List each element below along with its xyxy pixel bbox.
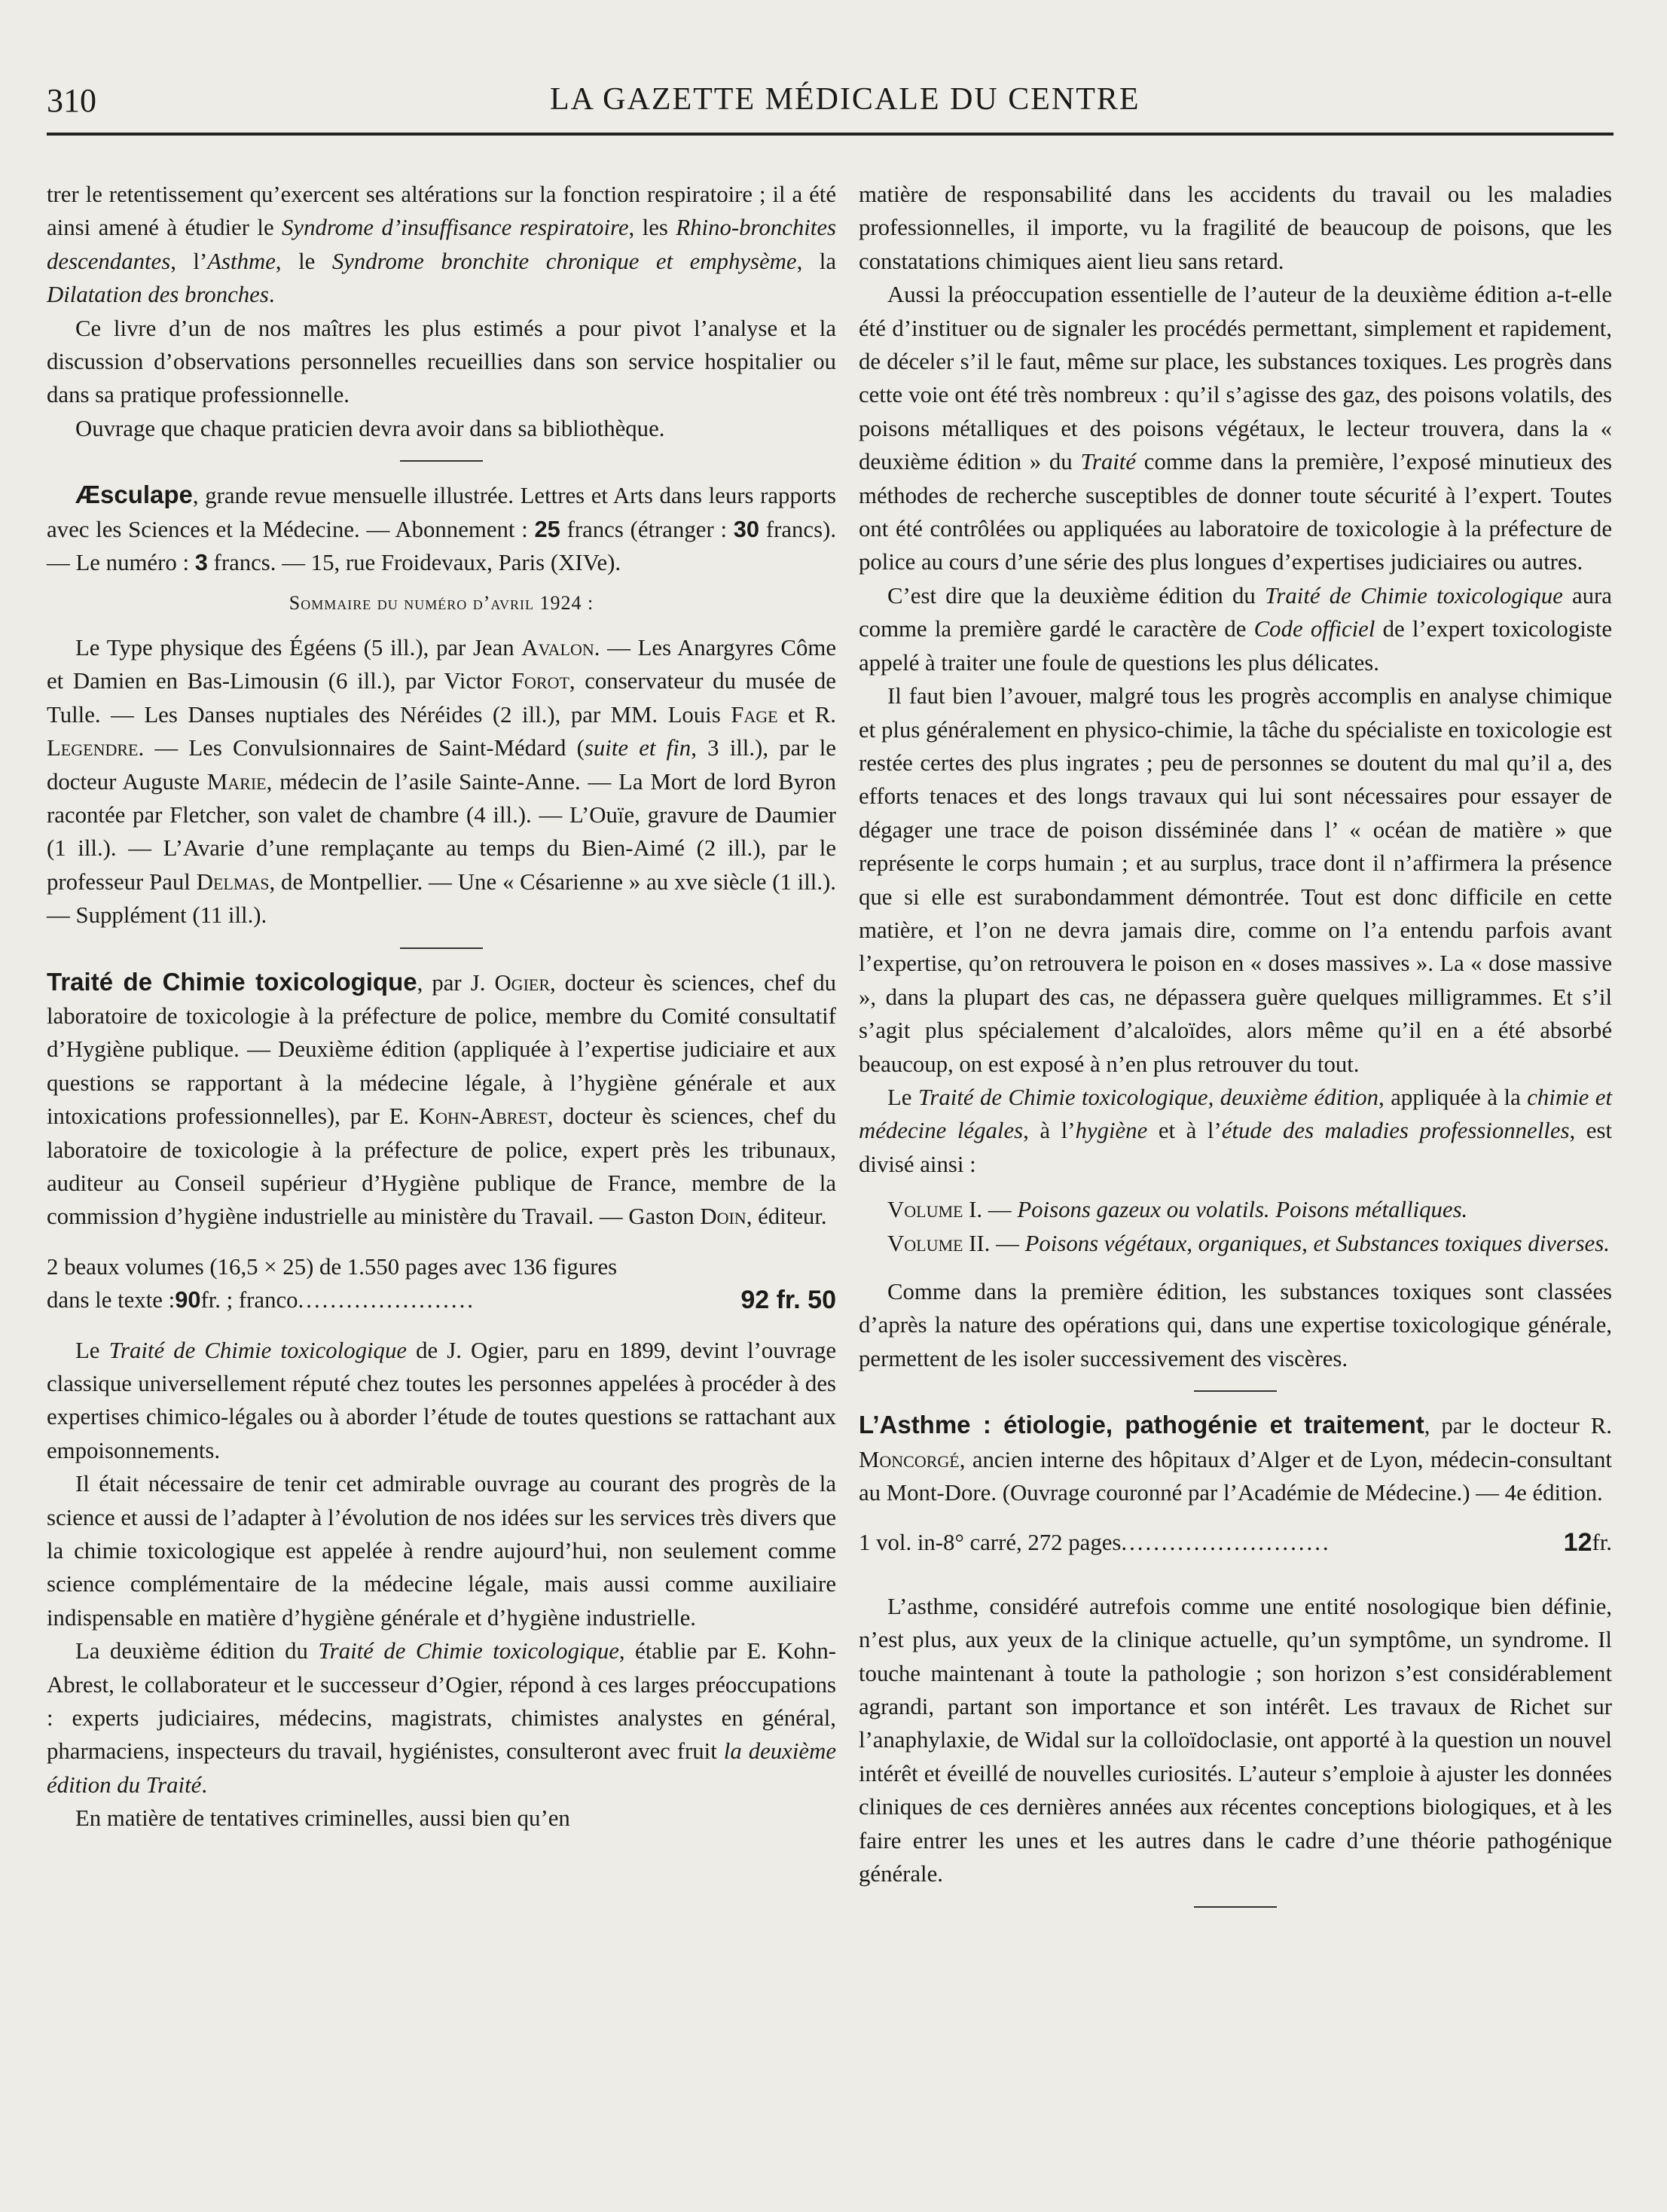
traite-notice: Traité de Chimie toxicologique, par J. Ogier, docteur ès sciences, chef du laboratoire de toxicologie à la préfecture de police, membre du Comité consultatif d’Hygiène publique. — Deuxième édition (appliquée à l’expertise judiciaire et aux questions se rapportant à la médecine légale, à l’hygiène générale et aux intoxications professionnelles), par E. Kohn-Abrest, docteur ès sciences, chef du laboratoire de toxicologie à la préfecture de police, expert près les tribunaux, auditeur au Conseil supérieur d’Hygiène publique de France, membre de la commission d’hygiène industrielle au ministère du Travail. — Gaston Doin, éditeur. — [47, 967, 836, 1230]
separator — [400, 947, 483, 949]
traite-paragraph: Le Traité de Chimie toxicologique, deuxième édition, appliquée à la chimie et médecine légales, à l’hygiène et à l’étude des maladies professionnelles, est divisé ainsi : — [859, 1084, 1613, 1177]
volume-list — [859, 1193, 1612, 1260]
review-continuation: trer le retentissement qu’exercent ses altérations sur la fonction respiratoire ; il a été ainsi amené à étudier le Syndrome d’insuffisance respiratoire, les Rhino-bronchites descendantes, l’Asthme, le Syndrome bronchite chronique et emphysème, la Dilatation des bronches. — [47, 182, 837, 308]
sommaire-caption: Sommaire du numéro d’avril 1924 : — [289, 592, 594, 615]
traite-volumes: 2 beaux volumes (16,5 × 25) de 1.550 pages avec 136 figures — [47, 1253, 618, 1280]
traite-paragraph: Comme dans la première édition, les substances toxiques sont classées d’après la nature des opérations qui, dans une expertise toxicologique générale, permettent de les isoler successivement des viscères. — [859, 1279, 1612, 1371]
traite-paragraph: Il faut bien l’avouer, malgré tous les progrès accomplis en analyse chimique et plus généralement en physico-chimie, la tâche du spécialiste en toxicologie est restée certes des plus ingrates ; peu de personnes se doutent du mal qu’il a, des efforts tenaces et des longs travaux qui lui sont nécessaires pour essayer de dégager une trace de poison disséminée dans l’ « océan de matière » que représente le corps humain ; et au surplus, trace dont il n’affirmera la présence que si elle est surabondamment démontrée. Tout est donc difficile en cette matière, et l’on ne devra jamais dire, comme on l’a entendu parfois avant l’expertise, qu’on retrouvera le poison en « doses massives ». La « dose massive », dans la plupart des cas, ne dépassera guère quelques milligrammes. Et s’il s’agit plus spécialement d’alcaloïdes, alors même qu’il en a été absorbé beaucoup, on est exposé à n’en plus retrouver du tout. — [859, 683, 1612, 1077]
review-paragraph: Ce livre d’un de nos maîtres les plus estimés a pour pivot l’analyse et la discussion d’observations personnelles recueillies dans son service hospitalier ou dans sa pratique professionnelle. — [47, 315, 836, 408]
traite-paragraph: La deuxième édition du Traité de Chimie toxicologique, établie par E. Kohn-Abrest, le collaborateur et le successeur d’Ogier, répond à ces larges préoccupations : experts judiciaires, médecins, magistrats, chimistes analystes en général, pharmaciens, inspecteurs du travail, hygiénistes, consulteront avec fruit la deuxième édition du Traité. — [47, 1638, 836, 1798]
header-rule — [47, 133, 1614, 136]
review-paragraph: Ouvrage que chaque praticien devra avoir dans sa bibliothèque. — [75, 415, 665, 441]
traite-paragraph: C’est dire que la deuxième édition du Traité de Chimie toxicologique aura comme la première gardé le caractère de Code officiel de l’expert toxicologiste appelé à traiter une foule de questions les plus délicates. — [859, 582, 1612, 676]
traite-paragraph: Aussi la préoccupation essentielle de l’auteur de la deuxième édition a-t-elle été d’instituer ou de signaler les procédés permettant, simplement et rapidement, de déceler s’il le faut, même sur place, les substances toxiques. Les progrès dans cette voie ont été très nombreux : qu’il s’agisse des gaz, des poisons volatils, des poisons métalliques et des poisons végétaux, le lecteur trouvera, dans la « deuxième édition » du Traité comme dans la première, l’exposé minutieux des méthodes de recherche susceptibles de donner toute sécurité à l’expert. Toutes ont été contrôlées ou appliquées au laboratoire de toxicologie à la préfecture de police au cours d’une série des plus longues d’expertises judiciaires ou autres. — [859, 282, 1612, 575]
separator — [1194, 1906, 1277, 1908]
traite-paragraph: Il était nécessaire de tenir cet admirable ouvrage au courant des progrès de la science et aussi de l’adapter à l’évolution de nos idées sur les services très divers que la chimie toxicologique est appelée à rendre aujourd’hui, non seulement comme science complémentaire de la médecine légale, mais aussi comme auxiliaire indispensable en matière d’hygiène générale et d’hygiène industrielle. — [47, 1471, 836, 1631]
traite-paragraph: En matière de tentatives criminelles, aussi bien qu’en — [75, 1805, 570, 1832]
volume-item: Volume II. — Poisons végétaux, organiques, et Substances toxiques diverses. — [887, 1230, 1610, 1256]
sommaire-list: Le Type physique des Égéens (5 ill.), par Jean Avalon. — Les Anargyres Côme et Damien en Bas-Limousin (6 ill.), par Victor Forot, conservateur du musée de Tulle. — Les Danses nuptiales des Néréides (2 ill.), par MM. Louis Fage et R. Legendre. — Les Convulsionnaires de Saint-Médard (suite et fin, 3 ill.), par le docteur Auguste Marie, médecin de l’asile Sainte-Anne. — La Mort de lord Byron racontée par Fletcher, son valet de chambre (4 ill.). — L’Ouïe, gravure de Daumier (1 ill.). — L’Avarie d’une remplaçante au temps du Bien-Aimé (2 ill.), par le professeur Paul Delmas, de Montpellier. — Une « Césarienne » au xve siècle (1 ill.). — Supplément (11 ill.). — [47, 634, 837, 929]
volume-item: Volume I. — Poisons gazeux ou volatils. Poisons métalliques. — [887, 1197, 1468, 1223]
page-header — [47, 75, 1614, 128]
asthme-price-line: 1 vol. in-8° carré, 272 pages .......................... 12 fr. — [859, 1528, 1612, 1558]
traite-continuation: matière de responsabilité dans les accidents du travail ou les maladies professionnelles, il importe, vu la fragilité de beaucoup de poisons, que les constatations chimiques aient lieu sans retard. — [859, 182, 1612, 274]
left-column — [47, 178, 836, 1835]
aesculape-notice: Æsculape, grande revue mensuelle illustrée. Lettres et Arts dans leurs rapports avec les Sciences et la Médecine. — Abonnement : 25 francs (étranger : 30 francs). — Le numéro : 3 francs. — 15, rue Froidevaux, Paris (XIVe). — [47, 481, 837, 576]
separator — [400, 460, 483, 462]
page-number: 310 — [47, 82, 96, 119]
asthme-notice: L’Asthme : étiologie, pathogénie et traitement, par le docteur R. Moncorgé, ancien interne des hôpitaux d’Alger et de Lyon, médecin-consultant au Mont-Dore. (Ouvrage couronné par l’Académie de Médecine.) — 4e édition. — [859, 1411, 1612, 1506]
separator — [1194, 1390, 1277, 1392]
journal-title: LA GAZETTE MÉDICALE DU CENTRE — [550, 82, 1140, 117]
traite-paragraph: Le Traité de Chimie toxicologique de J. Ogier, paru en 1899, devint l’ouvrage classique universellement réputé chez toutes les personnes appelées à procéder à des expertises chimico-légales ou à aborder l’étude de toutes questions se rattachant aux empoisonnements. — [47, 1337, 836, 1463]
asthme-paragraph: L’asthme, considéré autrefois comme une entité nosologique bien définie, n’est plus, aux yeux de la clinique actuelle, qu’un symptôme, un syndrome. Il touche maintenant à toute la pathologie ; son horizon s’est considérablement agrandi, partant son importance et son intérêt. Les travaux de Richet sur l’anaphylaxie, de Widal sur la colloïdoclasie, ont apporté à la question un nouvel intérêt et éveillé de nouvelles curiosités. L’auteur s’emploie à ajuster les données cliniques de ces dernières années aux récentes conceptions biologiques, et à les faire entrer les unes et les autres dans le cadre d’une théorie pathogénique générale. — [859, 1593, 1612, 1887]
traite-price-line: dans le texte : 90 fr. ; franco ...................... 92 fr. 50 — [47, 1286, 836, 1315]
right-column — [859, 178, 1612, 1924]
